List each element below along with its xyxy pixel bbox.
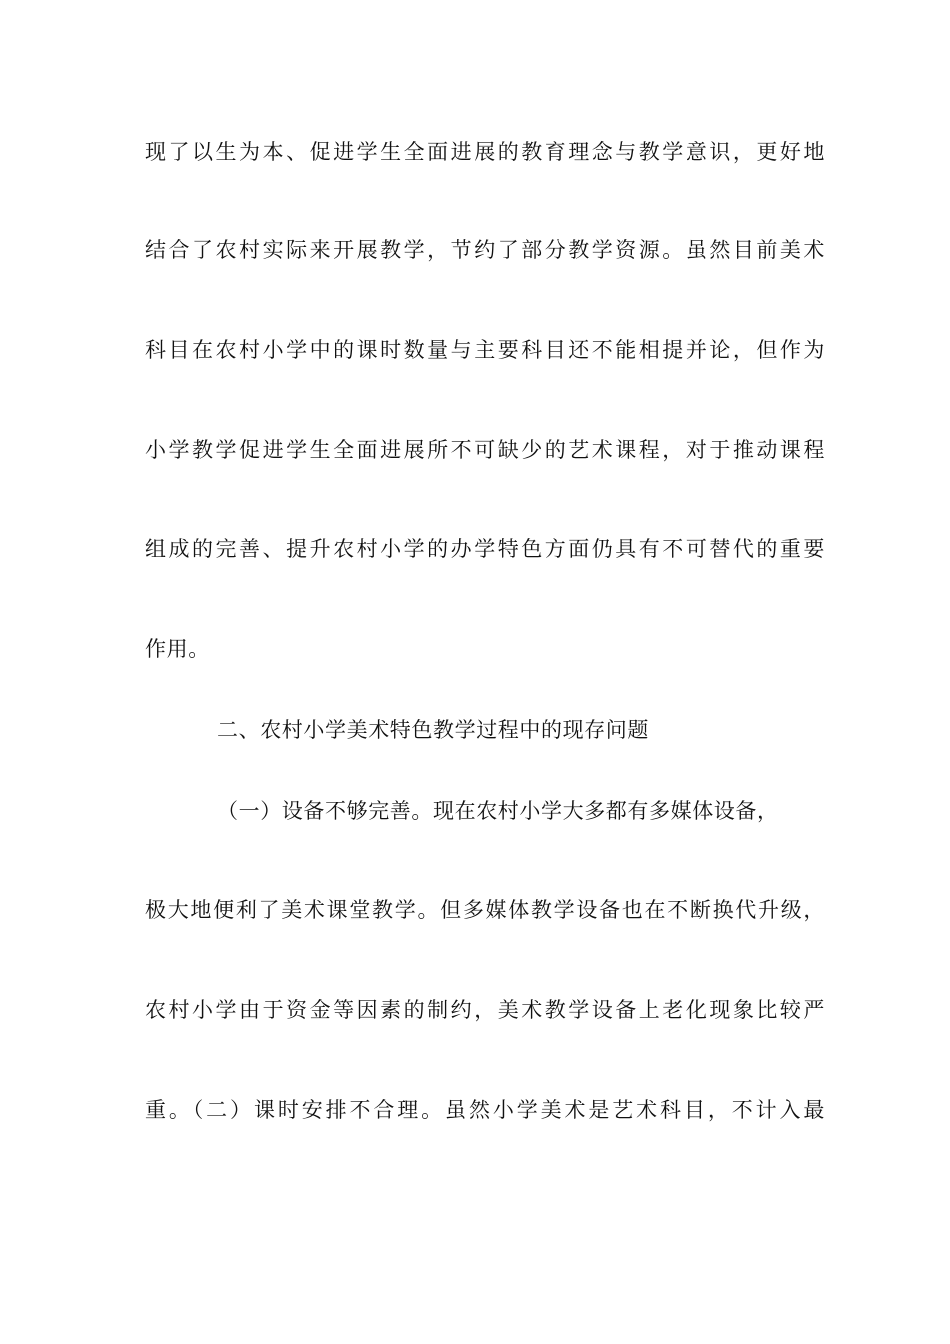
section-line-3: 农村小学由于资金等因素的制约，美术教学设备上老化现象比较严 — [145, 998, 825, 1022]
paragraph-line-6: 作用。 — [145, 637, 210, 661]
section-heading: 二、农村小学美术特色教学过程中的现存问题 — [217, 718, 649, 742]
paragraph-line-2: 结合了农村实际来开展教学，节约了部分教学资源。虽然目前美术 — [145, 238, 825, 262]
paragraph-line-1: 现了以生为本、促进学生全面进展的教育理念与教学意识，更好地 — [145, 140, 825, 164]
paragraph-line-5: 组成的完善、提升农村小学的办学特色方面仍具有不可替代的重要 — [145, 537, 825, 561]
section-line-1: （一）设备不够完善。现在农村小学大多都有多媒体设备， — [217, 799, 779, 823]
paragraph-line-4: 小学教学促进学生全面进展所不可缺少的艺术课程，对于推动课程 — [145, 438, 825, 462]
paragraph-line-3: 科目在农村小学中的课时数量与主要科目还不能相提并论，但作为 — [145, 338, 825, 362]
section-line-4: 重。（二）课时安排不合理。虽然小学美术是艺术科目，不计入最 — [145, 1098, 825, 1122]
section-line-2: 极大地便利了美术课堂教学。但多媒体教学设备也在不断换代升级， — [145, 898, 825, 922]
